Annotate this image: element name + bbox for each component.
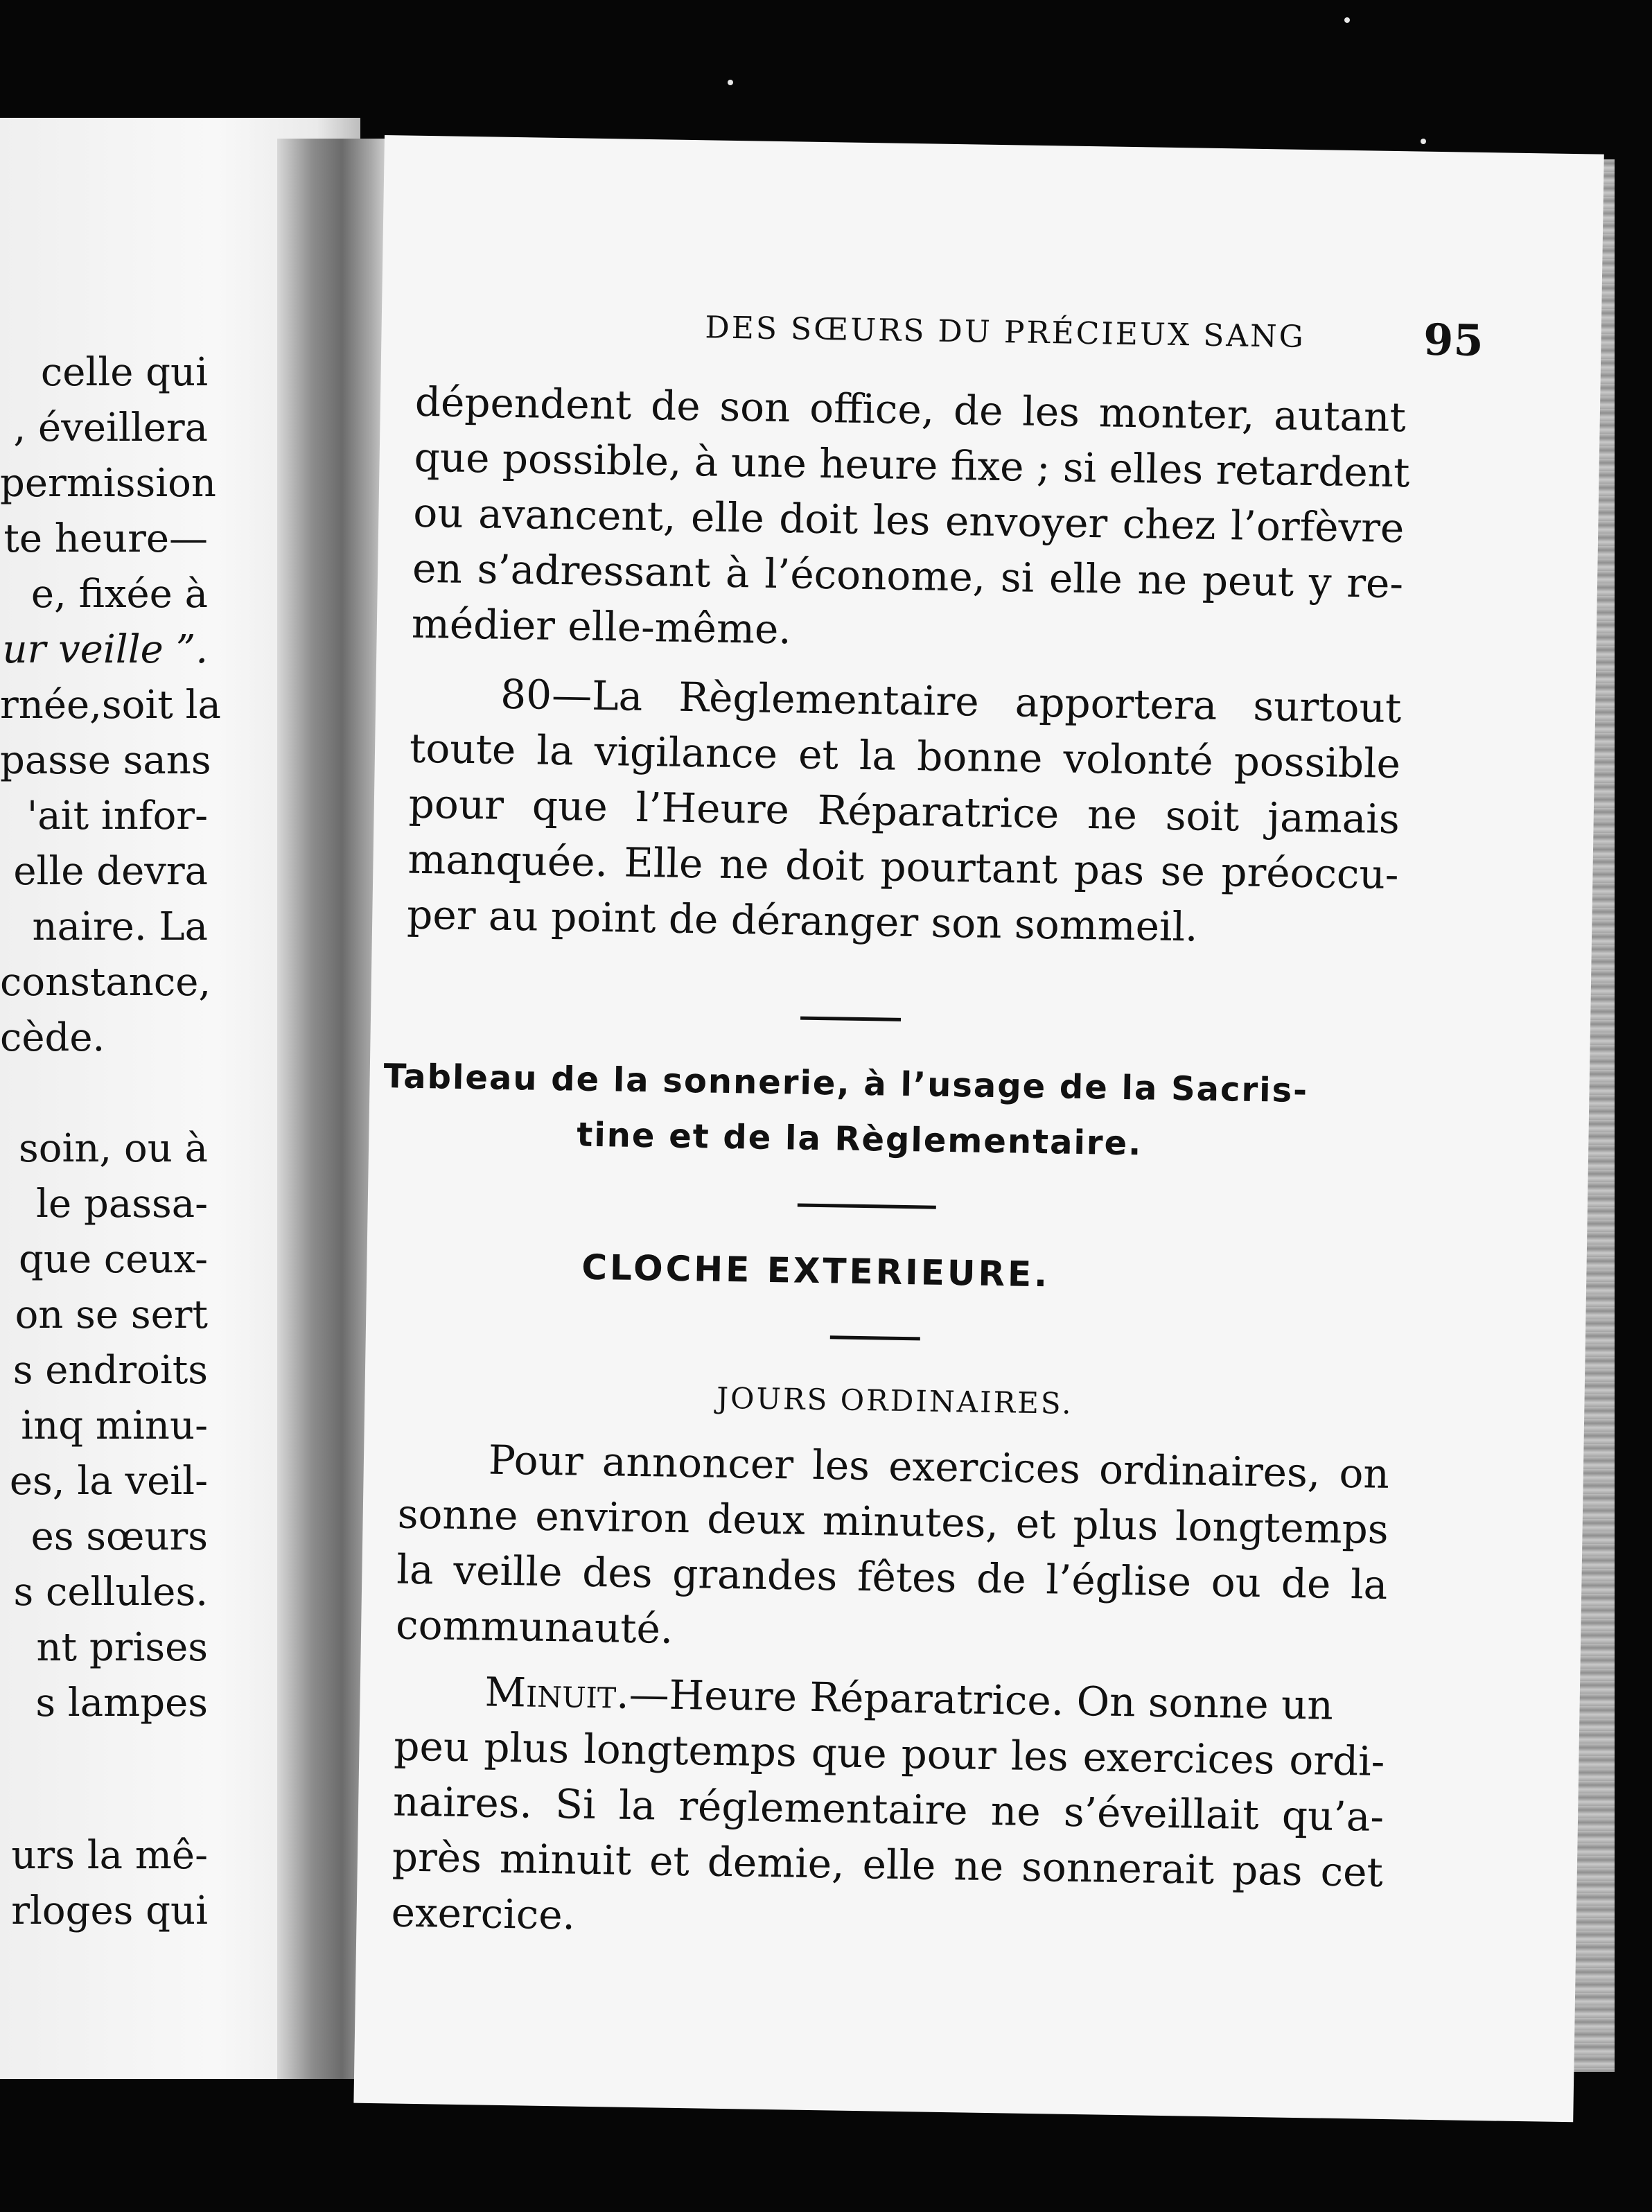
- page-number: 95: [1423, 314, 1484, 366]
- left-page-line: s cellules.: [13, 1570, 208, 1615]
- table-heading: Tableau de la sonnerie, à l’usage de la Sacris-: [383, 1057, 1309, 1111]
- left-page-line: 'ait infor-: [26, 793, 208, 839]
- paragraph-line: communauté.: [395, 1601, 674, 1653]
- paragraph-line: 80—La Règlementaire apportera surtout: [500, 670, 1402, 732]
- left-page-line: rnée,soit la: [0, 683, 221, 728]
- left-page-line: soin, ou à: [19, 1126, 208, 1171]
- paragraph-line: dépendent de son office, de les monter, autant: [414, 378, 1407, 441]
- paragraph-line: naires. Si la réglementaire ne s’éveillait qu’a-: [392, 1778, 1385, 1841]
- left-page-line: cède.: [0, 1015, 105, 1060]
- left-page-line: s endroits: [12, 1348, 208, 1393]
- paragraph-line: près minuit et demie, elle ne sonnerait pas cet: [392, 1833, 1384, 1896]
- left-page-line: le passa-: [36, 1182, 208, 1227]
- minuit-label: Minuit.: [484, 1668, 630, 1718]
- paragraph-line: exercice.: [391, 1888, 576, 1939]
- subsection-title: JOURS ORDINAIRES.: [716, 1380, 1073, 1421]
- running-head: DES SŒURS DU PRÉCIEUX SANG: [705, 310, 1306, 355]
- paragraph-line: pour que l’Heure Réparatrice ne soit jamais: [408, 780, 1400, 843]
- dust-speck: [1344, 17, 1350, 23]
- paragraph-line: peu plus longtemps que pour les exercices ordi-: [393, 1722, 1385, 1785]
- left-page-line: rloges qui: [11, 1888, 208, 1933]
- right-page: [353, 135, 1603, 2122]
- left-page-line: nt prises: [36, 1625, 208, 1670]
- paragraph-line: en s’adressant à l’économe, si elle ne peut y re-: [412, 544, 1404, 608]
- section-title: CLOCHE EXTERIEURE.: [581, 1247, 1051, 1295]
- paragraph-line: toute la vigilance et la bonne volonté possible: [409, 724, 1401, 788]
- dust-speck: [728, 80, 733, 85]
- left-page-line: , éveillera: [13, 405, 208, 450]
- left-page-line: es, la veil-: [9, 1459, 208, 1504]
- left-page-line: inq minu-: [21, 1403, 208, 1448]
- paragraph-line: médier elle-même.: [411, 599, 792, 653]
- left-page-line: e, fixée à: [30, 572, 208, 617]
- paragraph-line: que possible, à une heure fixe ; si elles retardent: [414, 433, 1410, 497]
- left-page-line: te heure—: [3, 516, 208, 561]
- left-page-line: elle devra: [13, 849, 208, 894]
- paragraph-line: sonne environ deux minutes, et plus longtemps: [397, 1490, 1389, 1553]
- left-page-line: permission: [0, 461, 216, 506]
- left-page-line: ur veille ”.: [2, 627, 208, 672]
- paragraph-line: manquée. Elle ne doit pourtant pas se préoccu-: [407, 835, 1399, 899]
- separator-rule: [830, 1335, 920, 1340]
- table-heading: tine et de la Règlementaire.: [576, 1115, 1143, 1164]
- separator-rule: [798, 1204, 936, 1209]
- separator-rule: [800, 1017, 901, 1021]
- paragraph-line: ou avancent, elle doit les envoyer chez l’orfèvre: [412, 489, 1405, 552]
- left-page-line: constance,: [0, 960, 211, 1005]
- left-page-line: que ceux-: [19, 1237, 208, 1282]
- left-page-line: urs la mê-: [11, 1833, 208, 1878]
- left-page-line: on se sert: [15, 1292, 208, 1337]
- dust-speck: [1421, 139, 1426, 144]
- left-page-line: s lampes: [35, 1680, 208, 1726]
- left-page-line: naire. La: [32, 904, 208, 949]
- paragraph-line-first: [484, 1668, 1386, 1729]
- paragraph-line: Pour annoncer les exercices ordinaires, on: [488, 1436, 1390, 1498]
- left-page-line: passe sans: [0, 738, 211, 783]
- left-page-line: celle qui: [40, 350, 208, 395]
- left-page-line: es sœurs: [30, 1514, 208, 1559]
- paragraph-line: la veille des grandes fêtes de l’église ou de la: [396, 1545, 1388, 1608]
- paragraph-text: —Heure Réparatrice. On sonne un: [629, 1670, 1334, 1729]
- paragraph-line: per au point de déranger son sommeil.: [406, 890, 1199, 951]
